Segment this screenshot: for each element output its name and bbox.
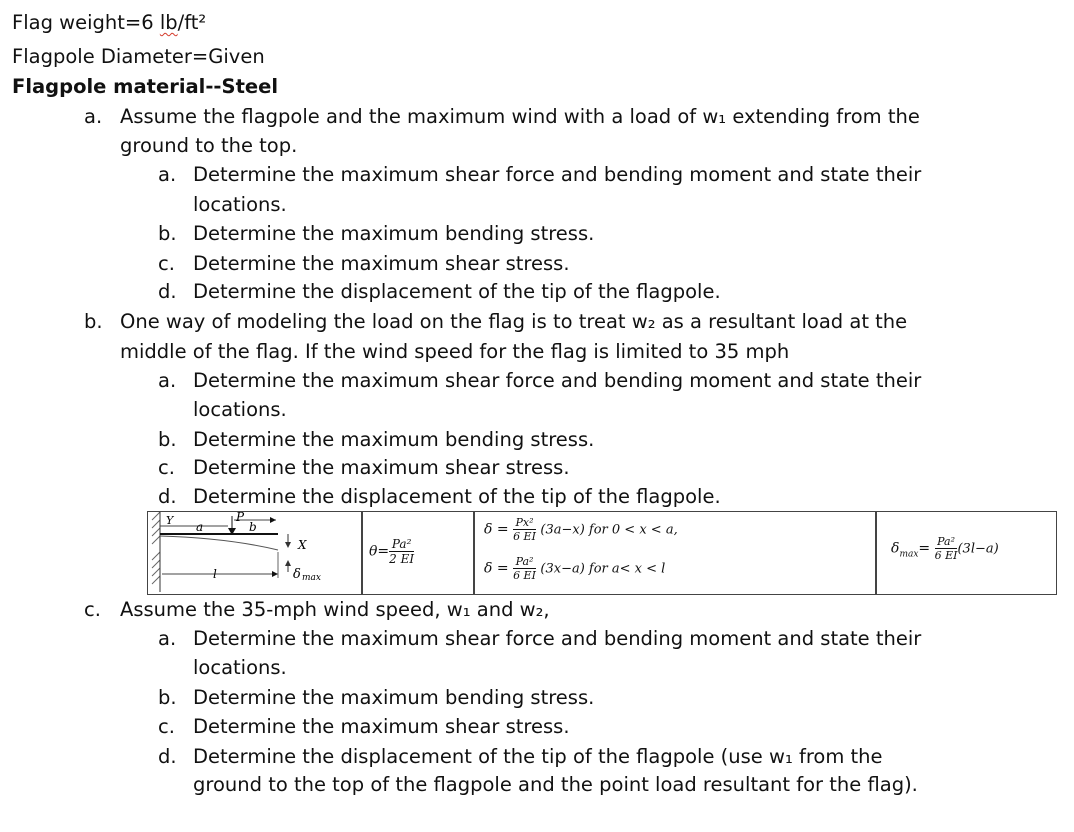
flag-weight: [12, 11, 206, 35]
section-a-item-b-text: Determine the maximum bending stress.: [193, 222, 595, 245]
section-a-item-a-line-2: locations.: [193, 193, 287, 216]
deflection1-lhs: δ =: [484, 521, 509, 538]
section-c-item-d-label: d.: [158, 745, 177, 768]
section-b-item-d-text: Determine the displacement of the tip of the flagpole.: [193, 485, 721, 508]
section-a-item-b-label: b.: [158, 222, 177, 245]
delta-max-num: Pa²: [935, 536, 958, 549]
delta-max-sub: max: [899, 549, 919, 560]
deflection1-tail: (3a−x) for 0 < x < a,: [540, 522, 678, 538]
section-b-line-1: One way of modeling the load on the flag is to treat w₂ as a resultant load at the: [120, 310, 908, 333]
label-a: a: [196, 520, 204, 534]
section-b-item-a-label: a.: [158, 369, 177, 392]
section-a-item-d-label: d.: [158, 280, 177, 303]
formula-table: [147, 511, 1057, 595]
theta-fraction: [389, 538, 414, 565]
section-c-line-1: Assume the 35-mph wind speed, w₁ and w₂,: [120, 598, 550, 621]
dimension-b-arrowhead: [270, 517, 276, 523]
flagpole-material: Flagpole material--Steel: [12, 75, 279, 98]
delta-max-tail: (3l−a): [957, 541, 999, 557]
deflection2-fraction: [513, 556, 536, 581]
cantilever-diagram: [148, 512, 363, 596]
dimension-l-arrowhead: [272, 571, 278, 577]
deflection-eq-1: [484, 517, 678, 542]
section-a-item-d-text: Determine the displacement of the tip of the flagpole.: [193, 280, 721, 303]
theta-formula: [369, 538, 414, 565]
section-b-item-c-text: Determine the maximum shear stress.: [193, 456, 570, 479]
x-arrowhead: [285, 542, 291, 548]
section-b-item-a-line-2: locations.: [193, 398, 287, 421]
deflection1-num: Px²: [513, 517, 536, 530]
section-c-item-d-line-2: ground to the top of the flagpole and the point load resultant for the flag).: [193, 773, 918, 796]
deflection1-den: 6 EI: [513, 530, 536, 543]
section-c-item-b-text: Determine the maximum bending stress.: [193, 686, 595, 709]
section-a-item-c-text: Determine the maximum shear stress.: [193, 252, 570, 275]
section-a-item-a-label: a.: [158, 163, 177, 186]
flagpole-diameter: Flagpole Diameter=Given: [12, 45, 265, 68]
label-p: P: [236, 512, 245, 524]
deflected-curve: [160, 536, 278, 550]
label-b: b: [249, 520, 257, 534]
section-b-label: b.: [84, 310, 103, 333]
delta-max-formula: [891, 536, 999, 561]
theta-den: 2 EI: [389, 552, 415, 566]
section-b-item-a-line-1: Determine the maximum shear force and bending moment and state their: [193, 369, 922, 392]
section-b-item-d-label: d.: [158, 485, 177, 508]
label-x: X: [298, 538, 307, 552]
deflection2-num: Pa²: [513, 556, 536, 569]
section-a-item-c-label: c.: [158, 252, 175, 275]
section-b-line-2: middle of the flag. If the wind speed for the flag is limited to 35 mph: [120, 340, 790, 363]
section-c-item-c-label: c.: [158, 715, 175, 738]
deflection2-tail: (3x−a) for a< x < l: [540, 561, 666, 577]
section-c-item-d-line-1: Determine the displacement of the tip of the flagpole (use w₁ from the: [193, 745, 883, 768]
theta-lhs: θ=: [369, 543, 390, 560]
deflection-cell: [474, 511, 876, 595]
flag-weight-prefix: Flag weight=6: [12, 11, 160, 34]
delta-max-cell: [876, 511, 1057, 595]
beam-diagram-cell: [147, 511, 362, 595]
label-l: l: [213, 567, 217, 581]
delta-max-eq: =: [918, 540, 931, 557]
section-a-item-a-line-1: Determine the maximum shear force and bending moment and state their: [193, 163, 922, 186]
deflection2-lhs: δ =: [484, 560, 509, 577]
label-y: Y: [166, 514, 174, 527]
label-delta-sub: max: [302, 573, 321, 583]
section-b-item-c-label: c.: [158, 456, 175, 479]
deflection2-den: 6 EI: [513, 569, 536, 582]
section-a-line-1: Assume the flagpole and the maximum wind with a load of w₁ extending from the: [120, 105, 920, 128]
flag-weight-unit: lb: [159, 11, 178, 34]
section-c-item-a-line-2: locations.: [193, 656, 287, 679]
section-a-line-2: ground to the top.: [120, 134, 298, 157]
deflection1-fraction: [513, 517, 536, 542]
section-b-item-b-label: b.: [158, 428, 177, 451]
theta-cell: [362, 511, 474, 595]
delta-arrowhead: [285, 560, 291, 566]
section-a-label: a.: [84, 105, 103, 128]
section-c-item-c-text: Determine the maximum shear stress.: [193, 715, 570, 738]
deflection-eq-2: [484, 556, 665, 581]
delta-max-lhs: δ: [891, 540, 900, 557]
section-c-label: c.: [84, 598, 101, 621]
flag-weight-suffix: /ft²: [177, 11, 207, 34]
section-c-item-a-label: a.: [158, 627, 177, 650]
section-b-item-b-text: Determine the maximum bending stress.: [193, 428, 595, 451]
wall-hatch: [152, 512, 160, 592]
delta-max-den: 6 EI: [934, 549, 958, 562]
theta-num: Pa²: [389, 538, 414, 552]
section-c-item-b-label: b.: [158, 686, 177, 709]
delta-max-fraction: [935, 536, 958, 561]
label-delta: δ: [293, 567, 301, 582]
section-c-item-a-line-1: Determine the maximum shear force and bending moment and state their: [193, 627, 922, 650]
